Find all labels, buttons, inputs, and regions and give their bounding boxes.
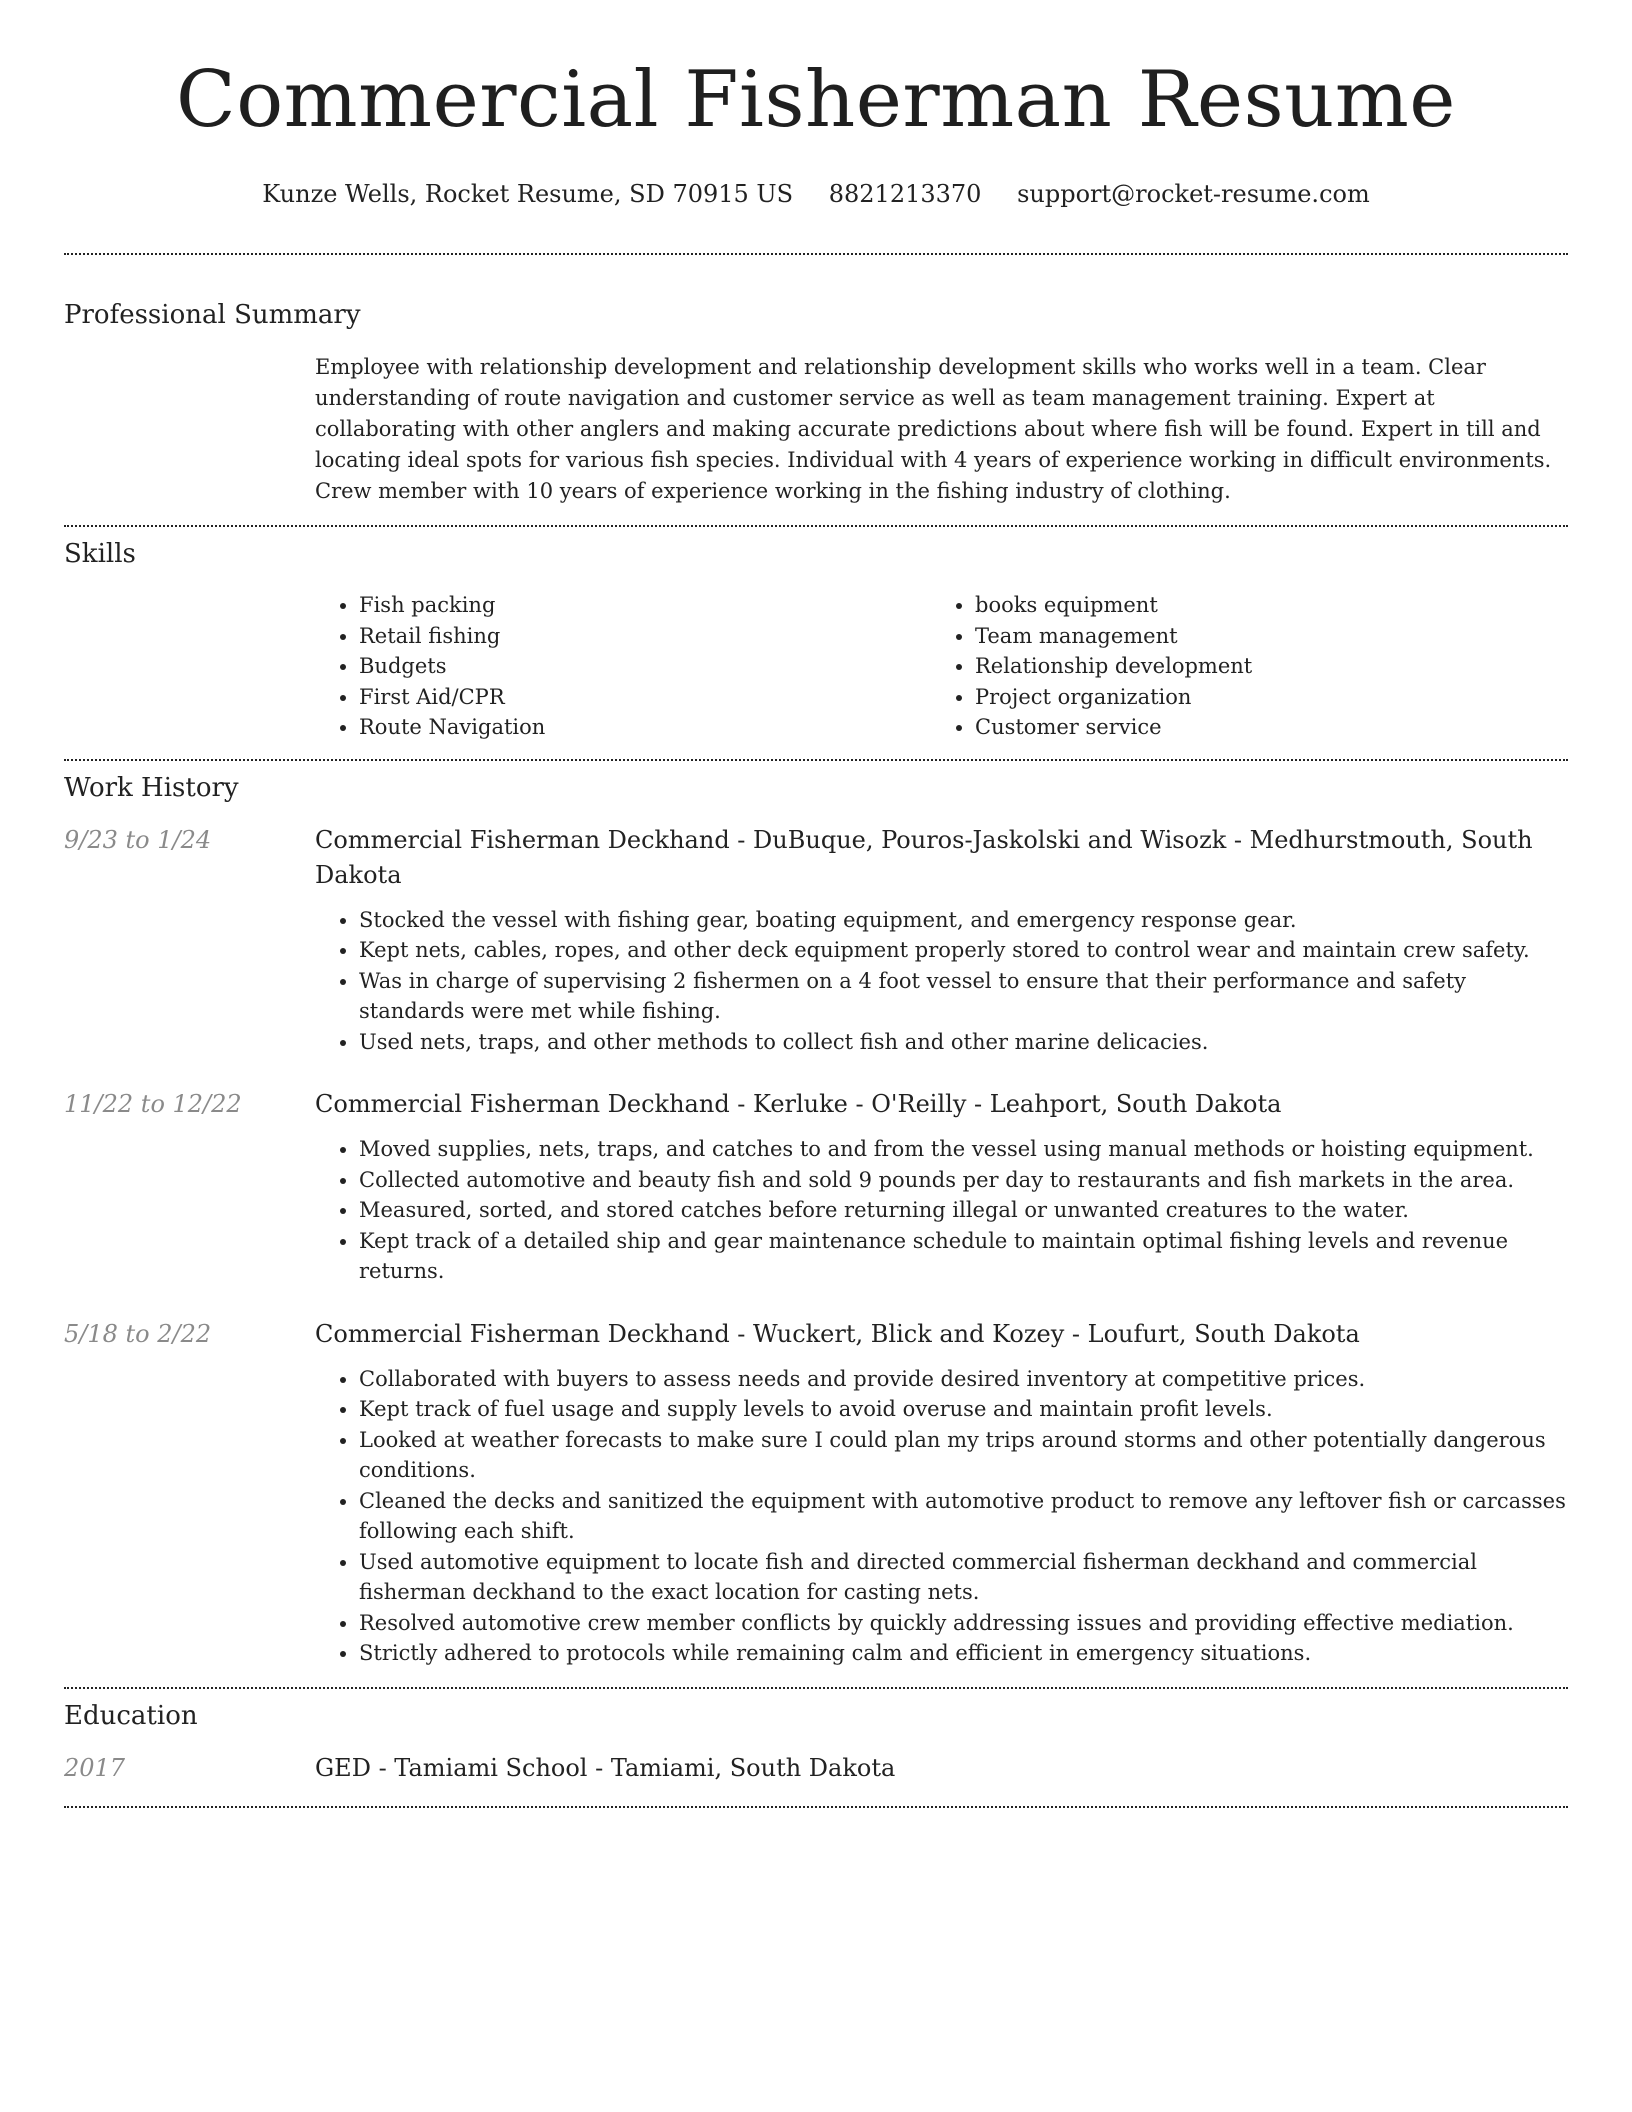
job-bullet: • Was in charge of supervising 2 fishermen on a 4 foot vessel to ensure that their performance and safety standards were met while fishing. <box>359 966 1568 1027</box>
job-bullets <box>315 905 1568 1058</box>
work-history-heading: Work History <box>64 772 239 803</box>
summary-section <box>315 352 1568 507</box>
job-details <box>315 1087 1568 1287</box>
job-bullet: • Resolved automotive crew member conflicts by quickly addressing issues and providing effective mediation. <box>359 1608 1568 1639</box>
job-bullets <box>315 1134 1568 1287</box>
job-title: Commercial Fisherman Deckhand - Kerluke - O'Reilly - Leahport, South Dakota <box>315 1090 1282 1118</box>
summary-heading: Professional Summary <box>64 300 361 330</box>
divider <box>64 253 1568 255</box>
contact-address: Kunze Wells, Rocket Resume, SD 70915 US <box>262 180 794 208</box>
skill-item: • First Aid/CPR <box>359 682 931 713</box>
job-bullet: • Stocked the vessel with fishing gear, boating equipment, and emergency response gear. <box>359 905 1568 936</box>
skills-list <box>315 590 1568 743</box>
skill-item: • Budgets <box>359 651 931 682</box>
skill-item: • Fish packing <box>359 590 931 621</box>
skill-item: • Relationship development <box>975 651 1547 682</box>
education-details <box>315 1751 1568 1786</box>
job-bullet: • Used nets, traps, and other methods to collect fish and other marine delicacies. <box>359 1027 1568 1058</box>
job-bullet: • Kept track of fuel usage and supply levels to avoid overuse and maintain profit levels. <box>359 1394 1568 1425</box>
job-bullet: • Moved supplies, nets, traps, and catches to and from the vessel using manual methods or hoisting equipment. <box>359 1134 1568 1165</box>
job-bullet: • Kept nets, cables, ropes, and other deck equipment properly stored to control wear and maintain crew safety. <box>359 935 1568 966</box>
job-entry <box>64 1317 1568 1669</box>
skill-item: • Team management <box>975 621 1547 652</box>
skill-item: • books equipment <box>975 590 1547 621</box>
skill-item: • Retail fishing <box>359 621 931 652</box>
resume-title: Commercial Fisherman Resume <box>176 55 1456 145</box>
skills-heading: Skills <box>64 539 136 569</box>
contact-email: support@rocket-resume.com <box>1017 180 1370 208</box>
divider <box>64 525 1568 527</box>
job-details <box>315 1317 1568 1669</box>
job-dates: 9/23 to 1/24 <box>64 825 212 854</box>
divider <box>64 759 1568 761</box>
job-title: Commercial Fisherman Deckhand - DuBuque, Pouros-Jaskolski and Wisozk - Medhurstmouth, South Dakota <box>315 825 1533 889</box>
job-dates: 5/18 to 2/22 <box>64 1319 212 1348</box>
job-entry <box>64 1087 1568 1287</box>
job-bullets <box>315 1364 1568 1669</box>
education-title: GED - Tamiami School - Tamiami, South Dakota <box>315 1753 896 1782</box>
education-dates: 2017 <box>64 1753 126 1782</box>
summary-text: Employee with relationship development and relationship development skills who works well in a team. Clear understanding of route navigation and customer service as well as team management training. Expert at collaborating with other anglers and making accurate predictions about where fish will be found. Expert in till and locating ideal spots for various fish species. Individual with 4 years of experience working in difficult environments. Crew member with 10 years of experience working in the fishing industry of clothing. <box>315 355 1552 503</box>
education-heading: Education <box>64 1700 198 1731</box>
divider <box>64 1687 1568 1689</box>
education-entry <box>64 1751 1568 1786</box>
divider <box>64 1806 1568 1808</box>
job-bullet: • Cleaned the decks and sanitized the equipment with automotive product to remove any leftover fish or carcasses following each shift. <box>359 1486 1568 1547</box>
job-bullet: • Looked at weather forecasts to make sure I could plan my trips around storms and other potentially dangerous conditions. <box>359 1425 1568 1486</box>
job-bullet: • Used automotive equipment to locate fish and directed commercial fisherman deckhand and commercial fisherman deckhand to the exact location for casting nets. <box>359 1547 1568 1608</box>
skills-column-right <box>931 590 1547 743</box>
job-bullet: • Kept track of a detailed ship and gear maintenance schedule to maintain optimal fishing levels and revenue returns. <box>359 1226 1568 1287</box>
job-entry <box>64 823 1568 1058</box>
skill-item: • Project organization <box>975 682 1547 713</box>
skills-column-left <box>315 590 931 743</box>
job-bullet: • Measured, sorted, and stored catches before returning illegal or unwanted creatures to the water. <box>359 1195 1568 1226</box>
skill-item: • Route Navigation <box>359 712 931 743</box>
job-dates: 11/22 to 12/22 <box>64 1090 242 1118</box>
contact-phone: 8821213370 <box>828 180 982 208</box>
job-bullet: • Strictly adhered to protocols while remaining calm and efficient in emergency situations. <box>359 1638 1568 1669</box>
skill-item: • Customer service <box>975 712 1547 743</box>
contact-line <box>64 178 1568 210</box>
job-details <box>315 823 1568 1058</box>
job-bullet: • Collaborated with buyers to assess needs and provide desired inventory at competitive prices. <box>359 1364 1568 1395</box>
job-title: Commercial Fisherman Deckhand - Wuckert, Blick and Kozey - Loufurt, South Dakota <box>315 1319 1360 1348</box>
job-bullet: • Collected automotive and beauty fish and sold 9 pounds per day to restaurants and fish markets in the area. <box>359 1165 1568 1196</box>
